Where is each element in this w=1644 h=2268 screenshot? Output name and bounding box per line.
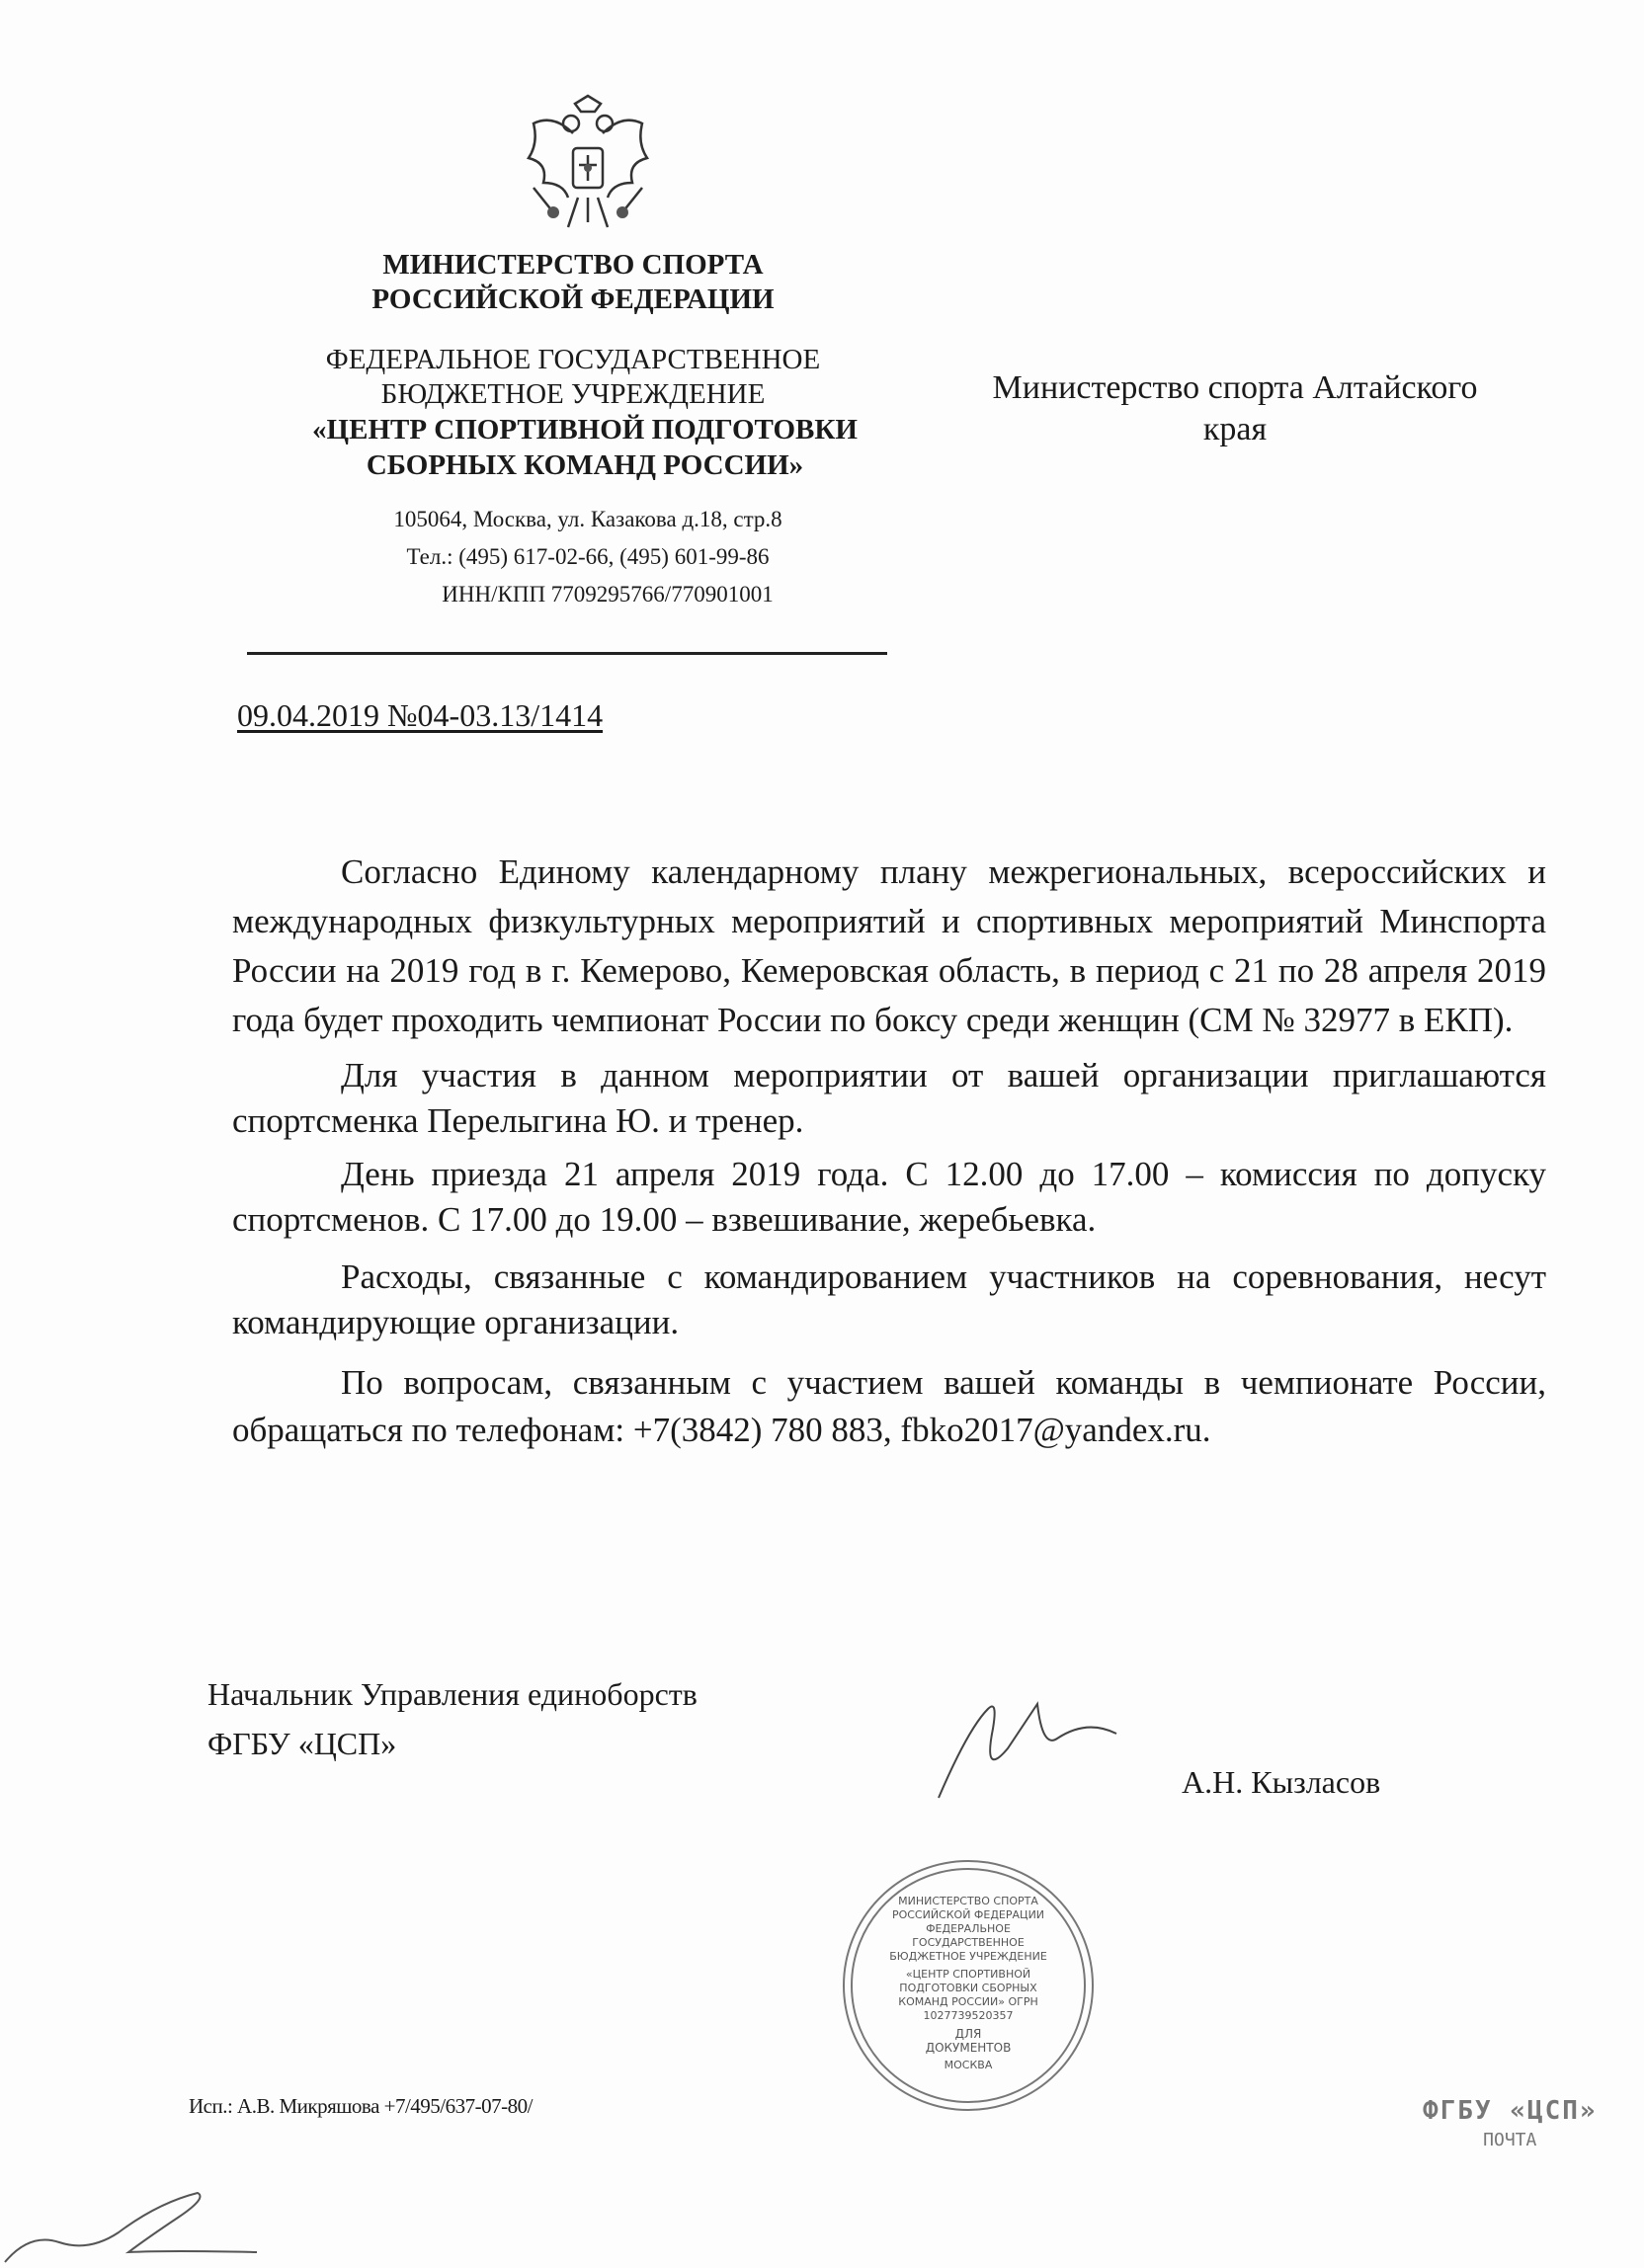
org-inn-kpp: ИНН/КПП 7709295766/770901001 bbox=[442, 582, 774, 607]
position-line1: Начальник Управления единоборств bbox=[207, 1676, 698, 1712]
paragraph-5: По вопросам, связанным с участием вашей команды в чемпионате России, обращаться по телефонам: +7(3842) 780 883, fbko2017@yandex.ru. bbox=[232, 1363, 1546, 1449]
paragraph-1: Согласно Единому календарному плану межрегиональных, всероссийских и международных физкультурных мероприятий и спортивных мероприятий Минспорта России на 2019 год в г. Кемерово, Кемеровская область, в период с 21 по 28 апреля 2019 года будет проходить чемпионат России по боксу среди женщин (СМ № 32977 в ЕКП). bbox=[232, 852, 1546, 1039]
stamp-center-text1: ДЛЯ bbox=[954, 2027, 982, 2041]
letter-body bbox=[232, 848, 1546, 1454]
executor-info: Исп.: А.В. Микряшова +7/495/637-07-80/ bbox=[189, 2094, 533, 2118]
stamp-center-text2: ДОКУМЕНТОВ bbox=[925, 2041, 1012, 2055]
org-name-line1: ФЕДЕРАЛЬНОЕ ГОСУДАРСТВЕННОЕ bbox=[325, 344, 821, 375]
letterhead-divider bbox=[247, 652, 887, 655]
recipient bbox=[948, 367, 1521, 450]
paragraph-2: Для участия в данном мероприятии от вашей организации приглашаются спортсменка Перелыгина Ю. и тренер. bbox=[232, 1056, 1546, 1140]
position-line2: ФГБУ «ЦСП» bbox=[207, 1726, 397, 1761]
document-reference: 09.04.2019 №04-03.13/1414 bbox=[237, 697, 604, 733]
russian-coat-of-arms-icon bbox=[514, 94, 662, 242]
org-name-line4: СБОРНЫХ КОМАНД РОССИИ» bbox=[366, 449, 804, 481]
paragraph-4: Расходы, связанные с командированием участников на соревнования, несут командирующие организации. bbox=[232, 1257, 1546, 1341]
paragraph-3: День приезда 21 апреля 2019 года. С 12.00 до 17.00 – комиссия по допуску спортсменов. С 17.00 до 19.00 – взвешивание, жеребьевка. bbox=[232, 1155, 1546, 1239]
stamp-city: МОСКВА bbox=[944, 2059, 993, 2071]
signatory-position bbox=[207, 1669, 698, 1768]
stamp-ring-text: МИНИСТЕРСТВО СПОРТА РОССИЙСКОЙ ФЕДЕРАЦИИ ФЕДЕРАЛЬНОЕ ГОСУДАРСТВЕННОЕ БЮДЖЕТНОЕ УЧРЕЖДЕНИЕ bbox=[889, 1895, 1047, 1963]
ministry-name-line2: РОССИЙСКОЙ ФЕДЕРАЦИИ bbox=[371, 284, 775, 315]
org-phones: Тел.: (495) 617-02-66, (495) 601-99-86 bbox=[406, 544, 770, 569]
stamp-inner-ring-text: «ЦЕНТР СПОРТИВНОЙ ПОДГОТОВКИ СБОРНЫХ КОМАНД РОССИИ» ОГРН 1027739520357 bbox=[898, 1968, 1038, 2022]
recipient-line2: края bbox=[1202, 411, 1268, 447]
org-name-line3: «ЦЕНТР СПОРТИВНОЙ ПОДГОТОВКИ bbox=[312, 414, 858, 446]
mail-stamp-line1: ФГБУ «ЦСП» bbox=[1423, 2096, 1598, 2126]
mail-stamp-line2: ПОЧТА bbox=[1483, 2130, 1537, 2150]
official-round-stamp bbox=[840, 1857, 1097, 2114]
mail-stamp bbox=[1423, 2096, 1598, 2150]
recipient-line1: Министерство спорта Алтайского bbox=[992, 369, 1478, 406]
handwritten-signature bbox=[929, 1689, 1126, 1808]
initials-scribble bbox=[0, 2173, 296, 2268]
org-name-line2: БЮДЖЕТНОЕ УЧРЕЖДЕНИЕ bbox=[380, 378, 766, 410]
signatory-name: А.Н. Кызласов bbox=[1182, 1764, 1381, 1800]
org-address: 105064, Москва, ул. Казакова д.18, стр.8 bbox=[393, 507, 782, 531]
ministry-name-line1: МИНИСТЕРСТВО СПОРТА bbox=[382, 249, 764, 281]
stamp-text-block bbox=[879, 1895, 1057, 2072]
